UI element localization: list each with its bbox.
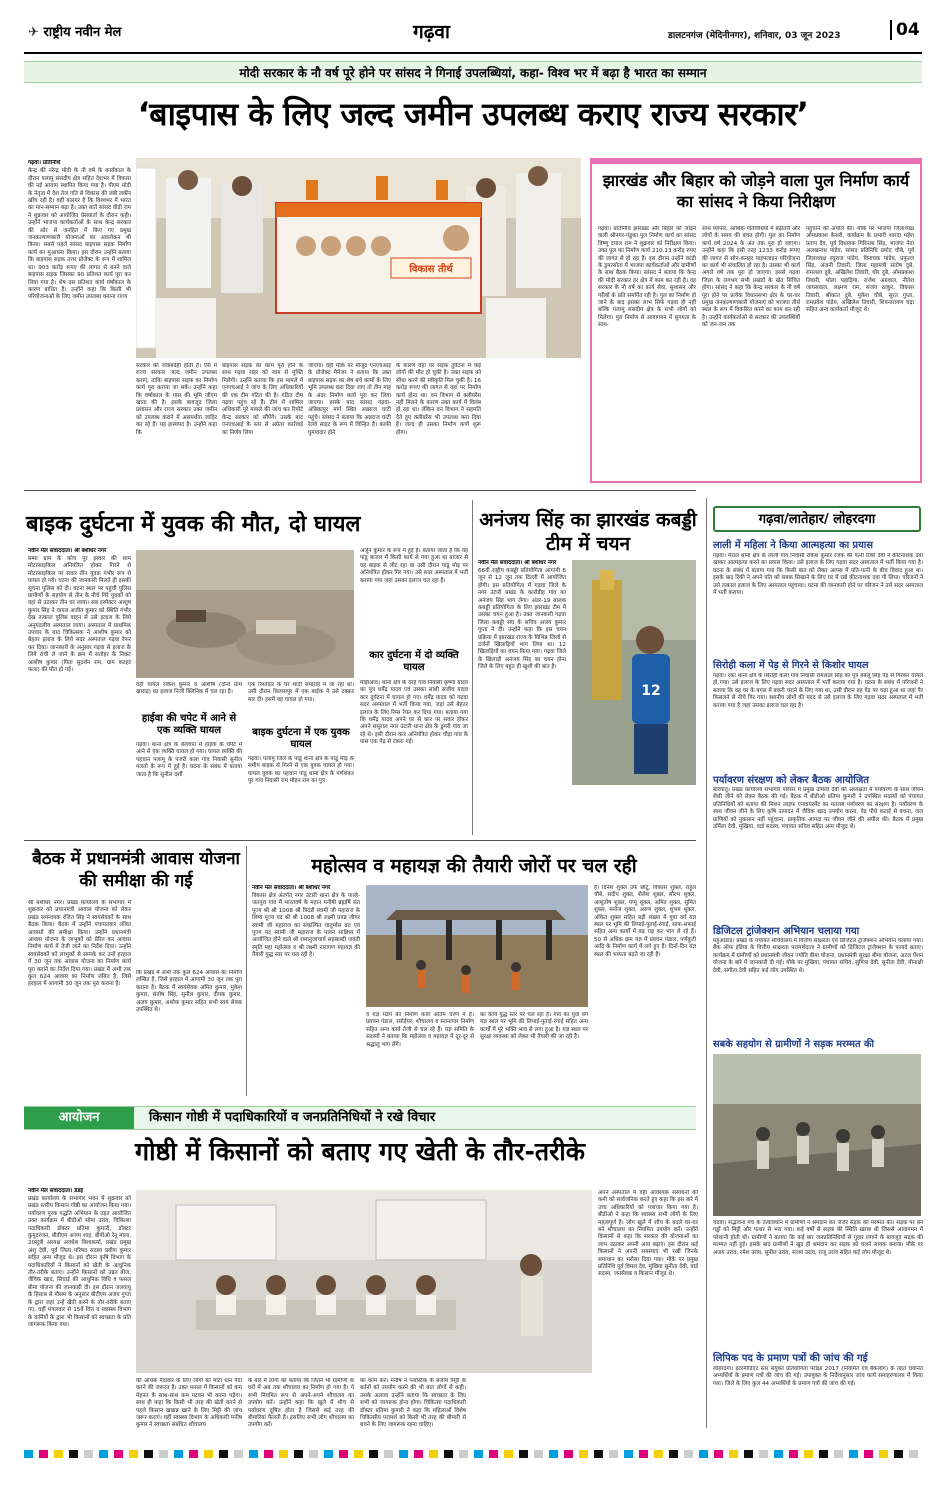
kabaddi-player-photo <box>572 560 696 785</box>
registration-mark <box>69 1450 78 1458</box>
registration-mark <box>549 1450 558 1458</box>
top-story-col2: सरकार की जवाबदेही होती है। ऐसे में राज्य सरकार जल्द जमीन उपलब्ध कराएं, ताकि बाइपास सड़क का निर्माण कार्य पूरा कराया जा सके। उन्होंने कहा कि वर्षाकाल के पास की भूमि जीएम खाता की है। इसके बावजूद जिला प्रशासन और राज्य सरकार उक्त जमीन को उपलब्ध कराने में असमर्थता जाहिर कर रहे हैं। यह हास्यपद है। उन्होंने कहा कि <box>136 363 217 436</box>
registration-mark <box>294 1450 303 1458</box>
bike-col3: एक रिश्तेदार के घर शादी समारोह में जा रहा था। उसी दौरान बिलासपुर में एक बाईक ने उसे टक्कर मार दी। इसमें वह घायल हो गया। <box>248 682 354 703</box>
bridge-headline: झारखंड और बिहार को जोड़ने वाला पुल निर्माण कार्य का सांसद ने किया निरीक्षण <box>602 171 910 211</box>
registration-mark <box>399 1450 408 1458</box>
registration-mark <box>639 1450 648 1458</box>
mahotsav-headline: महोत्सव व महायज्ञ की तैयारी जोरों पर चल रही <box>311 855 637 877</box>
kisan-col2: की अधिक पैदावार के लिए लोगों को मोटा धान पैदा करने की जरूरत है। उक्त फसल में किसानों को कम मेहनत के साथ-साथ कम पटवन भी करना पड़ेगा। साथ ही कहा कि किसी भी तरह की खेती करने से पहले किसान खाद्यन्न खाने के लिए मिट्टी की जांच जरूर कराएं। वहीं स्वास्थ्य विभाग के अधिकारी मनीष कुमार ने स्वच्छता संबंधित शौचालय <box>136 1378 242 1429</box>
registration-mark <box>654 1450 663 1458</box>
kisan-meeting-photo <box>136 1190 592 1373</box>
registration-mark <box>459 1450 468 1458</box>
page-number: 04 <box>890 20 920 40</box>
registration-mark <box>114 1450 123 1458</box>
registration-mark <box>144 1450 153 1458</box>
registration-mark <box>384 1450 393 1458</box>
registration-mark <box>669 1450 678 1458</box>
sidebar-s2-head: सिरोही कला में पेड़ से गिरने से किशोर घायल <box>713 660 869 671</box>
mahotsav-col4: है। दिनेश शुक्ल उर्फ छोटू, विकास शुक्ल, राहुल चौबे, संदीप शुक्ल, शैलेश शुक्ल, सौरभ शुक्ल, आशुतोष शुक्ल, पप्पू शुक्ल, अमित शुक्ल, सुमित शुक्ल, मनोज शुक्ल, अरुण शुक्ल, शुभम शुक्ल, अंकित शुक्ल सहित बड़ी संख्या में युवा वर्ग यज्ञ स्थल पर भूमि की लिपाई-पुताई-रंगाई, साफ-सफाई सहित अन्य कार्यों में बढ़ चढ़ कर भाग ले रहे हैं। 50 से अधिक क्रम यज्ञ में प्रवचन पंडाल, पर्णकुटी आदि के निर्माण कार्य में लगे हुए हैं। दिनों-दिन यज्ञ स्थल की भव्यता बढ़ते जा रही है। <box>594 885 696 958</box>
registration-mark <box>204 1450 213 1458</box>
registration-mark <box>879 1450 888 1458</box>
rule <box>24 840 696 841</box>
registration-mark <box>534 1450 543 1458</box>
registration-mark <box>339 1450 348 1458</box>
sidebar-s4-text: महुआडांड़। प्रखंड के पंचायत सचिवालय में वित्तीय साक्षरता एवं डिजिटल ट्रांजेक्शन अभियान चलाया गया। बैंक ऑफ इंडिया के वित्तीय साक्षरता परामर्शदाता ने ग्रामीणों को डिजिटल ट्रांजेक्शन के फायदे बताए। कार्यक्रम में ग्रामीणों को प्रधानमंत्री जीवन ज्योति बीमा योजना, प्रधानमंत्री सुरक्षा बीमा योजना, अटल पेंशन योजना के बारे में जानकारी दी गई। मौके पर मुखिया, पंचायत सचिव, सुमित्रा देवी, सुनीता देवी, मीनाक्षी देवी, संगीता देवी सहित कई लोग उपस्थित थे। <box>713 938 923 974</box>
kisan-col5: अपने अस्पताल में वहीं आवश्यक संसाधनों की कमी को सार्वजनिक करते हुए कहा कि इस बारे में उच्च अधिकारियों को पत्राचार किया गया है। बीडीओ ने कहा कि स्वास्थ्य सभी लोगों के लिए महत्वपूर्ण है। लोग खुले में शौच के बदले घर-घर बने शौचालय का नियमित उपयोग करें। उन्होंने किसानों से कहा कि सरकार की योजनाओं का लाभ उठाकर अपनी आय बढ़ाएं। इस दौरान कई किसानों ने अपनी समस्याएं भी रखीं जिनके समाधान का भरोसा दिया गया। मौके पर प्रमुख प्रतिनिधि पूर्व विमल देव, मुखिया सुनीता देवी, वार्ड सदस्य, जनसेवक व किसान मौजूद थे। <box>598 1190 698 1278</box>
registration-mark <box>579 1450 588 1458</box>
bike-sub3-head: कार दुर्घटना में दो व्यक्ति घायल <box>369 650 459 673</box>
top-story-col6 <box>486 363 581 478</box>
registration-mark <box>789 1450 798 1458</box>
registration-mark <box>624 1450 633 1458</box>
registration-mark <box>309 1450 318 1458</box>
top-story-col4: जाएगा। वहीं मौके पर मौजूद एनएचआई के प्रोजेक्ट मैनेजर ने बताया कि उक्त बाइपास सड़क का शेष बचे कामों के लिए भूमि उपलब्ध करा दिया जाए तो तीन माह के अंदर निर्माण कार्य पूरा कर लिया जाएगा। इसके बाद सांसद गढ़वा-अंबिकापुर मार्ग स्थित अन्नराज घाटी पहुंचे। सांसद ने बताया कि अन्नराज घाटी रेलवे साइट के रूप में चिन्हित है। काफी घुमावदार होने <box>308 363 391 436</box>
registration-mark <box>279 1450 288 1458</box>
road-repair-photo <box>713 1054 921 1216</box>
bird-icon: ✈ <box>28 25 39 40</box>
kabaddi-headline: अनंजय सिंह का झारखंड कबड्डी टीम में चयन <box>479 509 697 555</box>
sidebar-s2-text: गढ़वा। रंका थाना क्षेत्र के सिरोही कला गांव निवासी रामलाल सिंह का पुत्र बबलू सिंह पेड़ से गिरकर घायल हो गया। उसे इलाज के लिए गढ़वा सदर अस्पताल में भर्ती कराया गया है। घटना के संबंध में परिजनों ने बताया कि वह घर के बगल में बकरी चराने के लिए गया था, उसी दौरान वह पेड़ पर चढ़ा हुआ था जहां पैर फिसलने से नीचे गिर गया। स्थानीय लोगों की मदद से उसे इलाज के लिए गढ़वा सदर अस्पताल में भर्ती कराया गया है जहां उसका इलाज चल रहा है। <box>713 673 923 709</box>
sidebar-s6-head: लिपिक पद के प्रमाण पत्रों की जांच की गई <box>713 1353 868 1364</box>
kisan-col4: का काम करें। मनीष ने प्लास्टिक के बजाय मिट्टी के बर्तनों को उपयोग करने की भी बात लोगों से कही। उसके अलावा उन्होंने बताया कि स्वच्छता के लिए सभी को जागरूक होना होगा। चिकित्सा पदाधिकारी डॉक्टर प्रतिमा कुमारी ने कहा कि महिलाओं विशेष चिकित्सीय परामर्श को किसी भी तरह की बीमारी से बचने के लिए जागरूक रहना चाहिए। <box>360 1378 466 1429</box>
mahotsav-col2: व यज्ञ मंडप का निर्माण कार्य अंतिम चरण में है। प्रवचन पंडाल, रसोईघर, शौचालय व स्नानागार निर्माण सहित अन्य कार्य तेजी से चल रहे हैं। यज्ञ समिति के सदस्यों ने बताया कि महोत्सव व महायज्ञ में दूर-दूर से श्रद्धालु भाग लेंगे। <box>366 1012 474 1048</box>
registration-mark <box>744 1450 753 1458</box>
registration-mark <box>129 1450 138 1458</box>
rule <box>24 490 696 491</box>
registration-mark <box>24 1450 33 1458</box>
registration-mark <box>849 1450 858 1458</box>
top-story-photo <box>136 158 581 358</box>
registration-mark <box>699 1450 708 1458</box>
dateline: डालटनगंज (मेदिनीनगर), शनिवार, 03 जून 2023 <box>668 31 841 41</box>
kisan-kicker: किसान गोष्ठी में पदाधिकारियों व जनप्रतिनिधियों ने रखे विचार <box>149 1110 436 1125</box>
bike-col2: वहीं घायल राकेश कुमार व आशीष (दोनों ग्राम खाराड़) का इलाज निजी क्लिनिक में चल रहा है। <box>136 682 242 696</box>
registration-strip <box>24 1446 922 1460</box>
awas-col2: कि प्रखंड में अभी तक कुल 624 आवास का निर्माण लम्बित है, जिसे हरहाल में आगामी 30 जून तक पूरा कराना है। बैठक में स्वयंसेवक अमित कुमार, मुकेश कुमार, संतोष सिंह, सुनील कुमार, दीपक कुमार, अजय कुमार, अशोक कुमार सहित सभी स्वयं सेवक उपस्थित थे। <box>136 970 242 1014</box>
registration-mark <box>234 1450 243 1458</box>
sidebar-s3-text: बरियातू। प्रखंड कार्यालय सभागार परिसर में प्रमुख उर्मिला देवी की अध्यक्षता में पर्यावरण के साथ जीवन शैली जीने को लेकर बैठक की गई। बैठक में बीडीओ प्रतिमा कुमारी ने उपस्थित सदस्यों को पंचायत प्रतिनिधियों को बताया की मिशन लाइफ एनवायरमेंट का मतलब पर्यावरण का संरक्षण है। पर्यावरण के साथ जीवन जीने के लिए कृषि उत्पादन में जैविक खाद उपयोग करना, पेड़ पौधे कटाई से बचना, जल प्राणियों को नुकसान नहीं पहुंचाना, प्राकृतिक आपदा पर जीवन जीने की अपील की। बैठक में प्रमुख उर्मिला देवी, मुखिया, वार्ड सदस्य, पंचायत सचिव सहित अन्य मौजूद थे। <box>713 787 923 831</box>
sidebar-s1-text: गढ़वा। मेराल थाना क्षेत्र के लाली गांव निवासी राकेश कुमार रजक की पत्नी रिंकी देवी ने कीटनाशक दवा खाकर आत्महत्या करने का प्रयास किया। उसे इलाज के लिए गढ़वा सदर अस्पताल में भर्ती किया गया है। घटना के संबंध में बताया गया कि किसी बात को लेकर आपस में पति-पत्नी के बीच विवाद हुआ था। इसके बाद रिंकी ने अपने पति को सबक सिखाने के लिए घर में रखे कीटनाशक दवा पी लिया। परिजनों ने उसे तत्काल इलाज के लिए अस्पताल पहुंचाया। घटना की जानकारी होने पर परिजन ने उसे सदर अस्पताल में भर्ती कराया। <box>713 553 923 597</box>
awas-headline: बैठक में प्रधानमंत्री आवास योजना की समीक्षा की गई <box>32 849 240 891</box>
registration-mark <box>489 1450 498 1458</box>
registration-mark <box>894 1450 903 1458</box>
bridge-col2: साथ व्यापार, आर्थिक गतिविधियों में बढ़ोतरी और लोगों के समय की बचत होगी। पुल का निर्माण कार्य वर्ष 2024 के अंत तक पूरा हो जाएगा। उन्होंने कहा कि इसी तरह 1233 करोड़ रूपए की लागत से सोन-कनहर पाइपलाइन परियोजना का कार्य भी संचालित हो रहा है। उसका भी कार्य अगले वर्ष तक पूरा हो जाएगा। इससे गढ़वा जिला के लगभग सभी प्रखंडों के खेत सिंचित होगा। सांसद ने कहा कि केन्द्र सरकार के नौ वर्ष पूरा होने पर प्रत्येक विधानसभा क्षेत्र के घर-घर प्रमुख जनकल्याणकारी योजनाएं को भाजपा तीर्थ स्थल के रूप में विकसित करने का काम कर रही है। उन्होंने कार्यकर्ताओं से सरकार की उपलब्धियों को जन-जन तक <box>702 226 800 329</box>
banner-title-text: विकास तीर्थ <box>409 264 453 275</box>
kisan-col4b <box>472 1378 590 1440</box>
kisan-label-bar <box>24 1106 696 1130</box>
registration-mark <box>864 1450 873 1458</box>
registration-mark <box>759 1450 768 1458</box>
registration-mark <box>174 1450 183 1458</box>
top-kicker: मोदी सरकार के नौ वर्ष पूरे होने पर सांसद ने गिनाई उपलब्धियां, कहा- विश्व भर में बढ़ा है भारत का सम्मान <box>24 61 922 83</box>
registration-mark <box>429 1450 438 1458</box>
registration-mark <box>54 1450 63 1458</box>
sidebar-s1-head: लाली में महिला ने किया आत्महत्या का प्रयास <box>713 540 873 551</box>
registration-mark <box>774 1450 783 1458</box>
registration-mark <box>594 1450 603 1458</box>
registration-mark <box>504 1450 513 1458</box>
registration-mark <box>39 1450 48 1458</box>
section-name: गढ़वा <box>413 21 450 43</box>
registration-mark <box>159 1450 168 1458</box>
registration-mark <box>189 1450 198 1458</box>
bike-sub1-text: गढ़वा। थाना क्षेत्र के बेलचंपा में हाईवा के चपेट में आने से एक व्यक्ति घायल हो गया। घायल व्यक्ति की पहचान पलामू के पंजरी कला गांव निवासी सुनील मलतो के रूप में हुई है। घटना के संबंध में बताया जाता है कि सुनील दर्शी <box>136 742 242 778</box>
registration-mark <box>474 1450 483 1458</box>
kisan-col1: नवीन मेल संवाददाता। डंडई प्रखंड कार्यालय के सभागार भवन में शुक्रवार को प्रखंड स्तरीय किसान गोष्ठी का आयोजन किया गया। पर्यावरण पूरक पद्धति अभियान के तहत आयोजित उक्त कार्यक्रम में बीडीओ सोमा उरांव, चिकित्सा पदाधिकारी डॉक्टर प्रतिमा कुमारी, डॉक्टर कुमुदरंजन, बीडीएम अजय शाह, बीपीओ रेनू माला, 20सूत्री अध्यक्ष अवधेश विश्वकर्मा, प्रखंड प्रमुख अंशु देवी, पूर्व जिला परिषद सदस्य प्रवीण कुमार सहित अन्य मौजूद थे। इस दौरान कृषि विभाग के पदाधिकारियों ने किसानों को खेती के आधुनिक तौर-तरीके बताए। उन्होंने किसानों को उन्नत बीज, जैविक खाद, सिंचाई की आधुनिक विधि व फसल बीमा योजना की जानकारी दी। इस दौरान जलवायु के हिसाब से मौसम के अनुसार बीटीएम अजय गुप्ता के द्वारा जहां उन्हें खेती करने के तौर-तरीके बताए गए, वहीं मंगलवार से 15वें वित्त व स्वास्थ्य विभाग के कर्मियों के द्वारा भी किसानों को स्वच्छता के प्रति जागरूक किया गया। <box>28 1188 131 1328</box>
registration-mark <box>834 1450 843 1458</box>
rule <box>246 846 247 1096</box>
newspaper-logo: ✈ राष्ट्रीय नवीन मेल <box>28 25 122 40</box>
registration-mark <box>249 1450 258 1458</box>
registration-mark <box>564 1450 573 1458</box>
sidebar-title-bar: गढ़वा/लातेहार/ लोहरदगा <box>713 506 921 532</box>
registration-mark <box>519 1450 528 1458</box>
bike-col4: अर्जुन कुमार के रूप में हुई है। बताया जाता है कि वह पांडू बाजार में किसी कार्य से गया हुआ था बाजार से वह बाइक से लौट रहा था उसी दौरान पांडू मोड़ पर अनियंत्रित होकर गिर गया। उसे सदर अस्पताल में भर्ती कराया गया जहां उसका इलाज चल रहा है। <box>360 548 468 584</box>
sidebar <box>706 498 922 1428</box>
kisan-headline: गोष्ठी में किसानों को बताए गए खेती के तौर-तरीके <box>135 1137 585 1166</box>
top-headline: ‘बाइपास के लिए जल्द जमीन उपलब्ध कराए राज्य सरकार’ <box>137 95 809 133</box>
registration-mark <box>804 1450 813 1458</box>
top-story-col1: गढ़वा। प्रतिनिधि केन्द्र की नरेन्द्र मोदी के नौ वर्ष के कार्यकाल के दौरान पलामू संसदीय क्षेत्र सहित देशभर में विकास की नई आयाम स्थापित किया गया है। पीएम मोदी के नेतृत्व में देश तेज गति से विकास की लंबी लकीर खींच रही है। वहीं कारगर है कि विश्वभर में भारत का मान-सम्मान बढ़ा है। उक्त बातें सांसद वीडी राम ने शुक्रवार को आयोजित प्रेसवार्ता के दौरान कही। उन्होंने भाजपा कार्यकर्ताओं के साथ केन्द्र सरकार की ओर से जनहित में किए गए प्रमुख जनकल्याणकारी योजनाओं का अवलोकन भी किया। सबसे पहले सांसद बाइपास सड़क निर्माण कार्य का मुआयना किया। इस दौरान उन्होंने बताया कि बाइपास सड़क उत्तर प्रोजेक्ट के रूप में शामिल था। 903 करोड़ रूपए की लागत से बनने वाले बाइपास सड़क जिसका 90 प्रतिशत कार्य पूरा कर लिया गया है। शेष दस प्रतिशत कार्य वर्षाकाल के कारण बाधित है। उन्होंने कहा कि किसी भी परियोजनाओं के लिए जमीन उपलब्ध कराना राज्य <box>28 160 131 301</box>
registration-mark <box>369 1450 378 1458</box>
bike-sub3-text: मझिआंव। थाना क्षेत्र के दरहे गांव निवासी कृष्णा यादव का पुत्र धर्मेंद्र यादव एवं उसका साथी संजीव यादव कार दुर्घटना में घायल हो गए। धर्मेंद्र यादव को गढ़वा सदर अस्पताल में भर्ती किया गया, जहां उसे बेहतर इलाज के लिए रिम्स रेफर कर दिया गया। बताया गया कि धर्मेंद्र यादव अपने घर से कार पर सवार होकर अपने ससुराल नगर उंटारी थाना क्षेत्र के डुमरी गांव जा रहे थे। इसी दौरान कार अनियंत्रित होकर चौड़ा गांव के पास एक पेड़ से टकरा गई। <box>360 680 468 746</box>
sidebar-s4-head: डिजिटल ट्रांजेक्शन अभियान चलाया गया <box>713 926 860 937</box>
event-label: आयोजन <box>24 1107 134 1129</box>
registration-mark <box>84 1450 93 1458</box>
registration-mark <box>264 1450 273 1458</box>
registration-mark <box>324 1450 333 1458</box>
bike-sub1-head: हाईवा की चपेट में आने से एक व्यक्ति घायल <box>141 713 237 736</box>
color-registration-marks <box>24 1447 922 1461</box>
top-story-col3: बाइपास सड़क का काम पूरा होने के साथ गढ़वा शहर को जाम से मुक्ति मिलेगी। उन्होंने बताया कि इस मामले में एनएचआई ने जांच के लिए अधिकारियों की एक टीम गठित की है। गठित टीम गढ़वा पहुंच रहे हैं। टीम में शामिल अधिकारी पूरे मामले की जांच कर रिपोर्ट केन्द्र सरकार को सौंपेंगे। उसके बाद एनएचआई के स्तर से अग्रेतर कार्रवाई का निर्णय लिया <box>222 363 303 436</box>
mahotsav-col3: का कार्य युद्ध स्तर पर चल रहा है। गांव का युवा वर्ग यज्ञ स्थल पर भूमि की लिपाई-पुताई-रंगाई सहित अन्य कार्यों में पूरे भक्ति भाव से लगा हुआ है। यज्ञ स्थल पर सुरक्षा व्यवस्था को लेकर भी तैयारी की जा रही है। <box>480 1012 588 1041</box>
registration-mark <box>684 1450 693 1458</box>
bike-col1: नवीन मेल संवाददाता। श्री बंशीधर नगर बम्मा ग्राम के कोच पुर इस्वार की शाम मोटरसाइकिल अनियंत्रित होकर गिरने से मोटरसाइकिल पर सवार तीन युवक गंभीर रूप से घायल हो गये। घटना की जानकारी मिलते ही इसकी सूचना पुलिस को दी। घटना स्थल पर पहुंची पुलिस ग्रामीणों के सहयोग से तीन के नीचे गिरे युवकों को वहां से उठाकर तीन घर लाया। सब इंस्पेक्टर आशुष कुमार सिंह ने घायल अजीत कुमार को स्थिति गंभीर देख तत्काल पुलिस वाहन से उसे इलाज के लिये अनुमंडलीय अस्पताल लाया। अस्पताल में प्राथमिक उपचार के बाद चिकित्सक ने आशीष कुमार को बेहतर इलाज के लिये सदर अस्पताल गढ़वा रेफर कर दिया। जानकारी के अनुसार गढ़वा से इलाज के लिये रांची ले जाने के क्रम में सतोहर के निकट आशीष कुमार (पिता सुदर्शन राम, ग्राम कटहर कला) की मौत हो गई। <box>28 548 131 674</box>
bike-accident-photo <box>136 550 354 678</box>
masthead-rule <box>24 52 922 54</box>
registration-mark <box>219 1450 228 1458</box>
registration-mark <box>414 1450 423 1458</box>
registration-mark <box>99 1450 108 1458</box>
top-story-col5: के कारण वहां पर सड़क दुर्घटना में कई लोगों की मौत हो चुकी है। उक्त सड़क को सीधा करने की स्वीकृति मिल चुकी है। 16 करोड़ रूपए की लागत से वहां पर निर्माण कार्य होना था। वन विभाग से क्लीयरेंस नहीं मिलने के कारण उक्त कार्य में विलंब हो रहा था। लेकिन वन विभाग ने सहमति देते हुए क्लीयरेंस भी उपलब्ध करा दिया है। जल्द ही उसका निर्माण कार्य शुरू होगा। <box>396 363 481 436</box>
sidebar-s3-head: पर्यावरण संरक्षण को लेकर बैठक आयोजित <box>713 775 869 786</box>
bridge-col3: पहुंचाने की अपील की। मौके पर भाजपा जिलाध्यक्ष ओमप्रकाश केसरी, कार्यक्रम के प्रभारी शारदा महेश प्रताप देव, पूर्व विधायक गिरिनाथ सिंह, भाजपा नेता अलखनाथ पांडेय, सांसद प्रतिनिधि प्रमोद चौबे, पूर्व जिलाध्यक्ष रघुराज पांडेय, विनायक पांडेय, प्रफुल्ल सिंह, अंजनी तिवारी, जिला महामंत्री संतोष दुबे, रामलला दुबे, अखिलेश तिवारी, धीर दुबे, ओमप्रकाश तिवारी, भोला पहाड़िया, राजेश अग्रवाल, नीतेश जायसवाल, लक्ष्मण राम, संजय ठाकुर, विकास तिवारी, श्रीकांत दुबे, मुकेश चौबे, सुरत गुप्ता, रामप्रवेश पांडेय, अखिलेश तिवारी, शिवनारायण चंद्रा सहित अन्य कार्यकर्ता मौजूद थे। <box>806 226 914 314</box>
kabaddi-col1: नवीन मेल संवाददाता। श्री बंशीधर नगर 66वीं राष्ट्रीय कबड्डी प्रतियोगिता आगामी 6 जून से 12 जून तक दिल्ली में आयोजित होगी। इस प्रतियोगिता में गढ़वा जिले के नगर उंटारी प्रखंड के कारोडीह गांव का अनंजय सिंह भाग लेगा। अंडर-19 बालक कबड्डी प्रतियोगिता के लिए झारखंड टीम में उसका चयन हुआ है। उक्त जानकारी गढ़वा जिला कबड्डी संघ के सचिव अजय कुमार गुप्ता ने दी। उन्होंने कहा कि इस चयन प्रक्रिया में झारखंड राज्य के विभिन्न जिलों से दर्जनों खिलाड़ियों भाग लिया था। 12 खिलाड़ियों का चयन किया गया। गढ़वा जिले के खिलाड़ी अनंजय सिंह का चयन होना जिले के लिए बहुत ही खुशी की बात है। <box>478 560 566 671</box>
bridge-story-box <box>590 158 922 483</box>
sidebar-s5-head: सबके सहयोग से ग्रामीणों ने सड़क मरम्मत की <box>713 1039 875 1050</box>
registration-mark <box>909 1450 918 1458</box>
kisan-col3: के बारे में लोगों को बताया कि जितने भी ग्रामीणों के घरों में अब तक शौचालय का निर्माण हो गया है। ये सभी नियमित रूप से अपने-अपने शौचालय का उपयोग करें। उन्होंने कहा कि खुले में शौच से पर्यावरण दूषित होता है जिससे कई तरह की बीमारियां फैलती हैं। इसलिए सभी लोग शौचालय का उपयोग करें। <box>248 1378 354 1429</box>
bridge-col1: गढ़वा। प्रतिनिधि झारखंड और बिहार को जोड़ने वाली श्रीनगर-पंडुका पुल निर्माण कार्य का सांसद विष्णु दयाल राम ने शुक्रवार को निरीक्षण किया। उक्त पुल का निर्माण कार्य 210.13 करोड़ रुपए की लागत से हो रहा है। इस दौरान उन्होंने कांडी के डुमरसोता में भाजपा कार्यकर्ताओं और ग्रामीणों के साथ बैठक किया। सांसद ने बताया कि केन्द्र की मोदी सरकार हर क्षेत्र में काम कर रही है। वह सरकार के नौ वर्ष का कार्य सेवा, सुशासन और गरीबों के प्रति समर्पित रही है। पुल का निर्माण हो जाने के बाद इसका लाभ सिर्फ गढ़वा ही नहीं बल्कि पलामू संसदीय क्षेत्र के सभी लोगों को मिलेगा। पुल निर्माण से आवागमन में सुगमता के साथ- <box>598 226 696 329</box>
mahotsav-col1: नवीन मेल संवाददाता। श्री बंशीधर नगर विकास क्षेत्र अंतर्गत नगर उंटारी थाना क्षेत्र के पाल्हे-जतपुरा गांव में भारतवर्ष के महान मनीषी ब्रह्मर्षि संत पूज्य श्री श्री 1008 श्री त्रिदंडी स्वामी जी महाराज के शिष्य पूज्य पद श्री श्री 1008 श्री लक्ष्मी प्रपन्न जीयर स्वामी जी महाराज का संकल्पित चातुर्मास व्रत एवं पूज्य पद स्वामी जी महाराज के पावन सान्निध्य में आयोजित होने वाले श्री रामानुजाचार्य सहस्राब्दी जयंती स्मृति महा महोत्सव व श्री लक्ष्मी नारायण महायज्ञ की तैयारी युद्ध स्तर पर चल रही है। <box>252 885 360 959</box>
awas-col1: श्री बंशीधर नगर। प्रखंड कार्यालय के सभागार में शुक्रवार को प्रधानमंत्री आवास योजना को लेकर प्रखंड समन्वयक रंजित सिंह ने स्वयंसेवकों के साथ बैठक किया। बैठक में उन्होंने पंचायतवार लंबित आवासों की समीक्षा किया। उन्होंने प्रधानमंत्री आवास योजना के लाभुकों को प्रेरित कर आवास निर्माण कार्य में तेजी लाने का निर्देश दिया। उन्होंने स्वयंसेवकों को लाभुकों से सम्पर्क कर उन्हें हरहाल में 30 जून तक आवास योजना का निर्माण कार्य पूरा कराने का निर्देश दिया गया। प्रखंड में अभी तक कुल 624 आवास का निर्माण लंबित है, जिसे हरहाल में आगामी 30 जून तक पूरा कराना है। <box>28 900 131 988</box>
bike-sub2-text: गढ़वा। पलामू जिले के पांडू थाना क्षेत्र के पांडू मोड़ के समीप बाइक से गिरने से एक युवक घायल हो गया। घायल युवक का पहचान पांडू थाना क्षेत्र के पर्णशंकर पुर गांव निवासी राम मोहन राम का पुत्र <box>248 756 354 785</box>
registration-mark <box>354 1450 363 1458</box>
mahotsav-site-photo <box>366 885 588 1007</box>
registration-mark <box>444 1450 453 1458</box>
masthead <box>28 14 918 50</box>
registration-mark <box>609 1450 618 1458</box>
registration-mark <box>729 1450 738 1458</box>
bike-headline: बाइक दुर्घटना में युवक की मौत, दो घायल <box>26 512 361 537</box>
rule <box>472 500 473 835</box>
jersey-number: 12 <box>641 683 661 699</box>
sidebar-s6-text: लोहरदगा। इंटरमीडिएट स्तर संयुक्त प्रतियोगिता परीक्षा 2017 (नियमित एवं बैकलॉग) के तहत चयनित अभ्यर्थियों के प्रमाण पत्रों की जांच की गई। उपायुक्त के निर्देशानुसार जांच कार्य समाहरणालय में किया गया। जिले के लिए कुल 44 अभ्यर्थियों के प्रमाण पत्रों की जांच की गई। <box>713 1366 923 1387</box>
registration-mark <box>819 1450 828 1458</box>
bike-sub2-head: बाइक दुर्घटना में एक युवक घायल <box>252 727 350 750</box>
registration-mark <box>714 1450 723 1458</box>
sidebar-s5-text: चंदवा। सद्भावना मंच के तत्वावधान में ग्रामीणों ने श्रमदान कर जर्जर सड़क की मरम्मत की। सड़क पर बने गड्ढों को मिट्टी और पत्थर से भरा गया। कई वर्षों से सड़क की स्थिति खराब थी जिससे आवागमन में परेशानी होती थी। ग्रामीणों ने बताया कि कई बार जनप्रतिनिधियों से गुहार लगाने के बावजूद सड़क की मरम्मत नहीं हुई। इसके बाद ग्रामीणों ने खुद ही श्रमदान कर सड़क को चलने लायक बनाया। मौके पर अजय उरांव, रमेश उरांव, सुनील उरांव, संजय उरांव, राजू उरांव सहित कई लोग मौजूद थे। <box>713 1220 923 1256</box>
